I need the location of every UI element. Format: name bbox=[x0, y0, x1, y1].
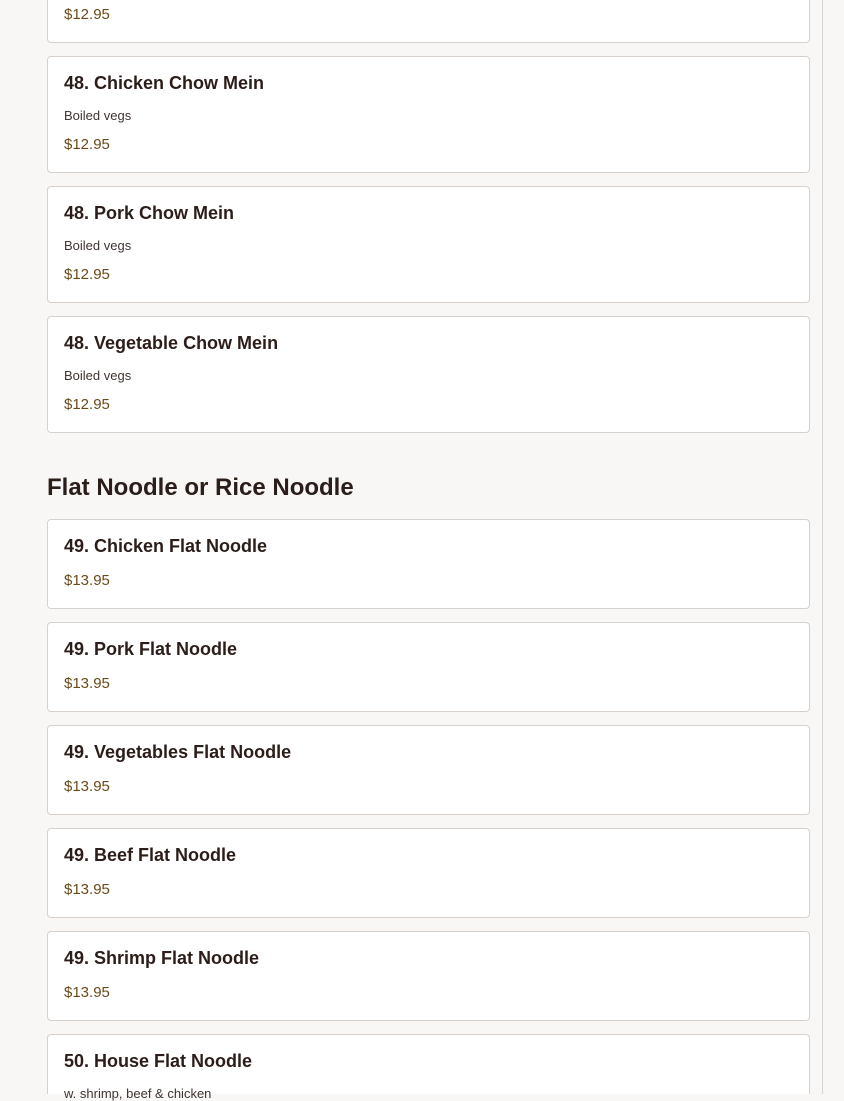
menu-item-price: $13.95 bbox=[64, 881, 110, 898]
menu-item-name: 49. Chicken Flat Noodle bbox=[64, 536, 268, 556]
menu-item-price: $13.95 bbox=[64, 572, 110, 589]
menu-item-price: $12.95 bbox=[64, 136, 110, 153]
menu-item-name: 49. Vegetables Flat Noodle bbox=[64, 742, 292, 762]
menu-item-card[interactable] bbox=[47, 931, 810, 1021]
menu-item-name: 48. Vegetable Chow Mein bbox=[64, 333, 279, 353]
menu-item-description: Boiled vegs bbox=[64, 368, 132, 383]
menu-item-card[interactable] bbox=[47, 828, 810, 918]
menu-item-description: Boiled vegs bbox=[64, 238, 132, 253]
menu-item-card[interactable] bbox=[47, 56, 810, 173]
section-title: Flat Noodle or Rice Noodle bbox=[47, 474, 354, 501]
menu-item-card[interactable] bbox=[47, 186, 810, 303]
menu-item-card[interactable] bbox=[47, 622, 810, 712]
menu-item-name: 49. Beef Flat Noodle bbox=[64, 845, 237, 865]
content-divider bbox=[822, 0, 823, 1094]
menu-item-description: w. shrimp, beef & chicken bbox=[64, 1086, 212, 1101]
menu-item-price: $13.95 bbox=[64, 984, 110, 1001]
menu-item-price: $13.95 bbox=[64, 778, 110, 795]
menu-item-name: 49. Pork Flat Noodle bbox=[64, 639, 238, 659]
menu-item-name: 50. House Flat Noodle bbox=[64, 1051, 253, 1071]
menu-item-card[interactable] bbox=[47, 519, 810, 609]
menu-item-price: $13.95 bbox=[64, 675, 110, 692]
menu-item-card[interactable] bbox=[47, 316, 810, 433]
menu-item-price: $12.95 bbox=[64, 6, 110, 23]
menu-item-price: $12.95 bbox=[64, 266, 110, 283]
menu-item-price: $12.95 bbox=[64, 396, 110, 413]
menu-item-description: Boiled vegs bbox=[64, 108, 132, 123]
menu-item-name: 48. Chicken Chow Mein bbox=[64, 73, 265, 93]
menu-item-card[interactable] bbox=[47, 1034, 810, 1101]
menu-item-card[interactable] bbox=[47, 0, 810, 43]
menu-item-name: 49. Shrimp Flat Noodle bbox=[64, 948, 260, 968]
menu-item-name: 48. Pork Chow Mein bbox=[64, 203, 235, 223]
menu-item-card[interactable] bbox=[47, 725, 810, 815]
